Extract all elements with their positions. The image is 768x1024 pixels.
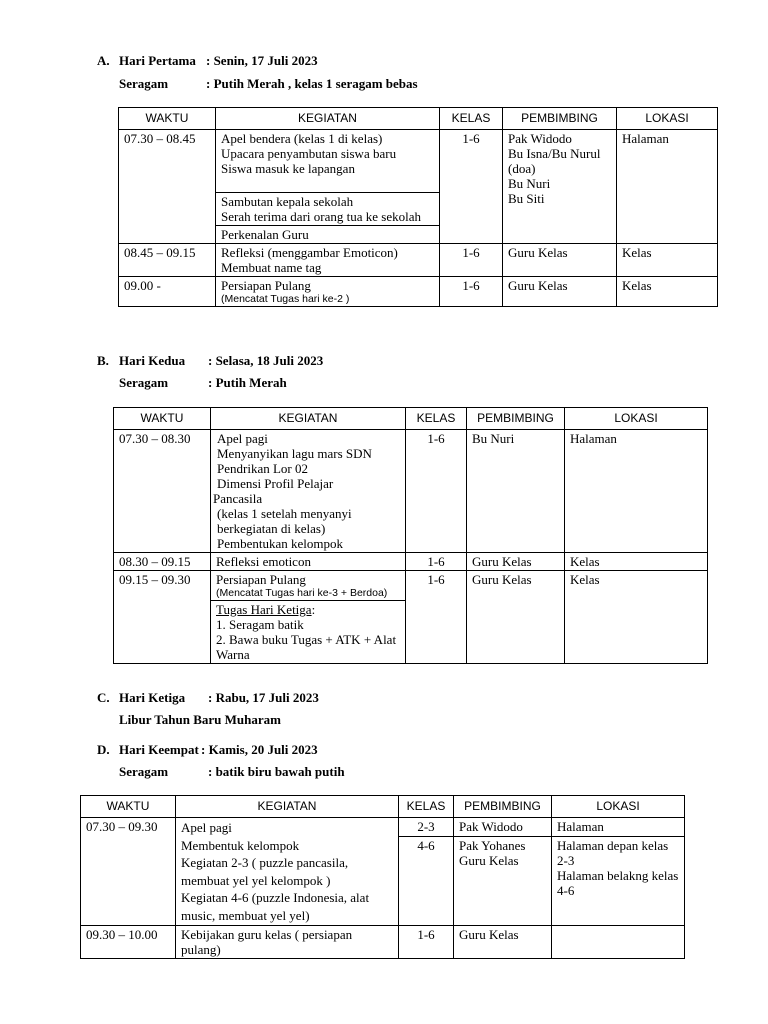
uniform-value: : batik biru bawah putih: [208, 764, 345, 779]
section-letter: B.: [97, 353, 109, 368]
tugas-title-suffix: :: [311, 602, 316, 617]
uniform-label: Seragam: [119, 764, 169, 779]
cell-pembimbing: Guru Kelas: [454, 926, 552, 959]
header-kegiatan: KEGIATAN: [176, 796, 399, 818]
cell-lokasi: Kelas: [617, 277, 718, 307]
cell-kegiatan: [211, 571, 406, 601]
table-header-row: [114, 408, 708, 430]
schedule-table-a: [118, 107, 718, 307]
section-letter: C.: [97, 690, 110, 705]
cell-waktu: 09.00 -: [119, 277, 216, 307]
table-row: [114, 571, 708, 601]
section-title-label: Hari Ketiga: [119, 690, 186, 705]
cell-kelas: 1-6: [440, 244, 503, 277]
cell-lokasi: [552, 926, 685, 959]
cell-lokasi: Kelas: [565, 553, 708, 571]
cell-pembimbing: Guru Kelas: [467, 553, 565, 571]
uniform-label: Seragam: [119, 76, 169, 91]
cell-kelas: 1-6: [406, 430, 467, 553]
cell-pembimbing: Guru Kelas: [503, 244, 617, 277]
cell-pembimbing: Pak Widodo Bu Isna/Bu Nurul (doa) Bu Nuri Bu Siti: [503, 130, 617, 244]
schedule-table-d: [80, 795, 685, 959]
activity-text: (kelas 1 setelah menyanyi berkegiatan di kelas) Pembentukan kelompok: [217, 506, 352, 551]
cell-kegiatan: [216, 277, 440, 307]
section-c-note: Libur Tahun Baru Muharam: [119, 712, 281, 727]
cell-pembimbing: Bu Nuri: [467, 430, 565, 553]
table-row: [119, 130, 718, 193]
header-pembimbing: PEMBIMBING: [503, 108, 617, 130]
table-row: [81, 926, 685, 959]
activity-text: Pancasila: [213, 491, 263, 506]
table-row: [81, 818, 685, 837]
header-kelas: KELAS: [406, 408, 467, 430]
header-kelas: KELAS: [399, 796, 454, 818]
cell-kelas: 1-6: [399, 926, 454, 959]
cell-waktu: 09.30 – 10.00: [81, 926, 176, 959]
cell-kelas: 2-3: [399, 818, 454, 837]
cell-waktu: 08.45 – 09.15: [119, 244, 216, 277]
section-title-label: Hari Pertama: [119, 53, 196, 68]
table-row: [114, 553, 708, 571]
header-lokasi: LOKASI: [565, 408, 708, 430]
tugas-title-text: Tugas Hari Ketiga: [216, 602, 312, 617]
cell-kegiatan: Kebijakan guru kelas ( persiapan pulang): [176, 926, 399, 959]
header-pembimbing: PEMBIMBING: [467, 408, 565, 430]
section-title-value: : Rabu, 17 Juli 2023: [208, 690, 319, 705]
header-lokasi: LOKASI: [617, 108, 718, 130]
uniform-value: : Putih Merah , kelas 1 seragam bebas: [206, 76, 418, 91]
section-letter: A.: [97, 53, 110, 68]
header-waktu: WAKTU: [114, 408, 211, 430]
table-header-row: [81, 796, 685, 818]
cell-kegiatan: Apel pagi Membentuk kelompok Kegiatan 2-3 ( puzzle pancasila, membuat yel yel kelompok ) Kegiatan 4-6 (puzzle Indonesia, alat music, membuat yel yel): [176, 818, 399, 926]
section-title-value: : Selasa, 18 Juli 2023: [208, 353, 324, 368]
header-kelas: KELAS: [440, 108, 503, 130]
cell-pembimbing: Guru Kelas: [503, 277, 617, 307]
header-kegiatan: KEGIATAN: [216, 108, 440, 130]
tugas-title: [216, 602, 400, 617]
cell-tugas: [211, 601, 406, 664]
schedule-table-b: [113, 407, 708, 664]
cell-waktu: 08.30 – 09.15: [114, 553, 211, 571]
cell-waktu: 07.30 – 08.30: [114, 430, 211, 553]
cell-kelas: 1-6: [406, 553, 467, 571]
cell-kegiatan: Sambutan kepala sekolah Serah terima dari orang tua ke sekolah: [216, 193, 440, 226]
cell-lokasi: Kelas: [617, 244, 718, 277]
cell-kegiatan: Perkenalan Guru: [216, 226, 440, 244]
cell-kegiatan: [211, 430, 406, 553]
table-header-row: [119, 108, 718, 130]
cell-kelas: 1-6: [440, 277, 503, 307]
section-title-value: : Kamis, 20 Juli 2023: [201, 742, 318, 757]
cell-lokasi: Halaman depan kelas 2-3 Halaman belakng kelas 4-6: [552, 836, 685, 925]
cell-kegiatan: Refleksi (menggambar Emoticon) Membuat name tag: [216, 244, 440, 277]
cell-pembimbing: Pak Yohanes Guru Kelas: [454, 836, 552, 925]
table-row: [114, 430, 708, 553]
header-waktu: WAKTU: [81, 796, 176, 818]
cell-kegiatan: Refleksi emoticon: [211, 553, 406, 571]
uniform-label: Seragam: [119, 375, 169, 390]
header-waktu: WAKTU: [119, 108, 216, 130]
cell-waktu: 07.30 – 09.30: [81, 818, 176, 926]
section-letter: D.: [97, 742, 110, 757]
cell-waktu: 07.30 – 08.45: [119, 130, 216, 244]
cell-lokasi: Halaman: [617, 130, 718, 244]
activity-text: Apel pagi Menyanyikan lagu mars SDN Pendrikan Lor 02 Dimensi Profil Pelajar: [217, 431, 372, 491]
table-row: [119, 277, 718, 307]
activity-note: (Mencatat Tugas hari ke-2 ): [221, 293, 350, 305]
activity-note: (Mencatat Tugas hari ke-3 + Berdoa): [216, 587, 388, 599]
activity-text: Persiapan Pulang: [216, 572, 306, 587]
cell-kegiatan: Apel bendera (kelas 1 di kelas) Upacara penyambutan siswa baru Siswa masuk ke lapangan: [216, 130, 440, 193]
cell-kelas: 1-6: [406, 571, 467, 664]
header-kegiatan: KEGIATAN: [211, 408, 406, 430]
header-pembimbing: PEMBIMBING: [454, 796, 552, 818]
activity-text: Persiapan Pulang: [221, 278, 311, 293]
cell-lokasi: Halaman: [565, 430, 708, 553]
cell-waktu: 09.15 – 09.30: [114, 571, 211, 664]
cell-pembimbing: Pak Widodo: [454, 818, 552, 837]
cell-kelas: 1-6: [440, 130, 503, 244]
section-title-value: : Senin, 17 Juli 2023: [206, 53, 318, 68]
cell-pembimbing: Guru Kelas: [467, 571, 565, 664]
section-title-label: Hari Keempat: [119, 742, 199, 757]
table-row: [119, 244, 718, 277]
cell-kelas: 4-6: [399, 836, 454, 925]
section-title-label: Hari Kedua: [119, 353, 186, 368]
header-lokasi: LOKASI: [552, 796, 685, 818]
cell-lokasi: Kelas: [565, 571, 708, 664]
uniform-value: : Putih Merah: [208, 375, 287, 390]
tugas-items: 1. Seragam batik 2. Bawa buku Tugas + ATK + Alat Warna: [216, 617, 397, 662]
cell-lokasi: Halaman: [552, 818, 685, 837]
